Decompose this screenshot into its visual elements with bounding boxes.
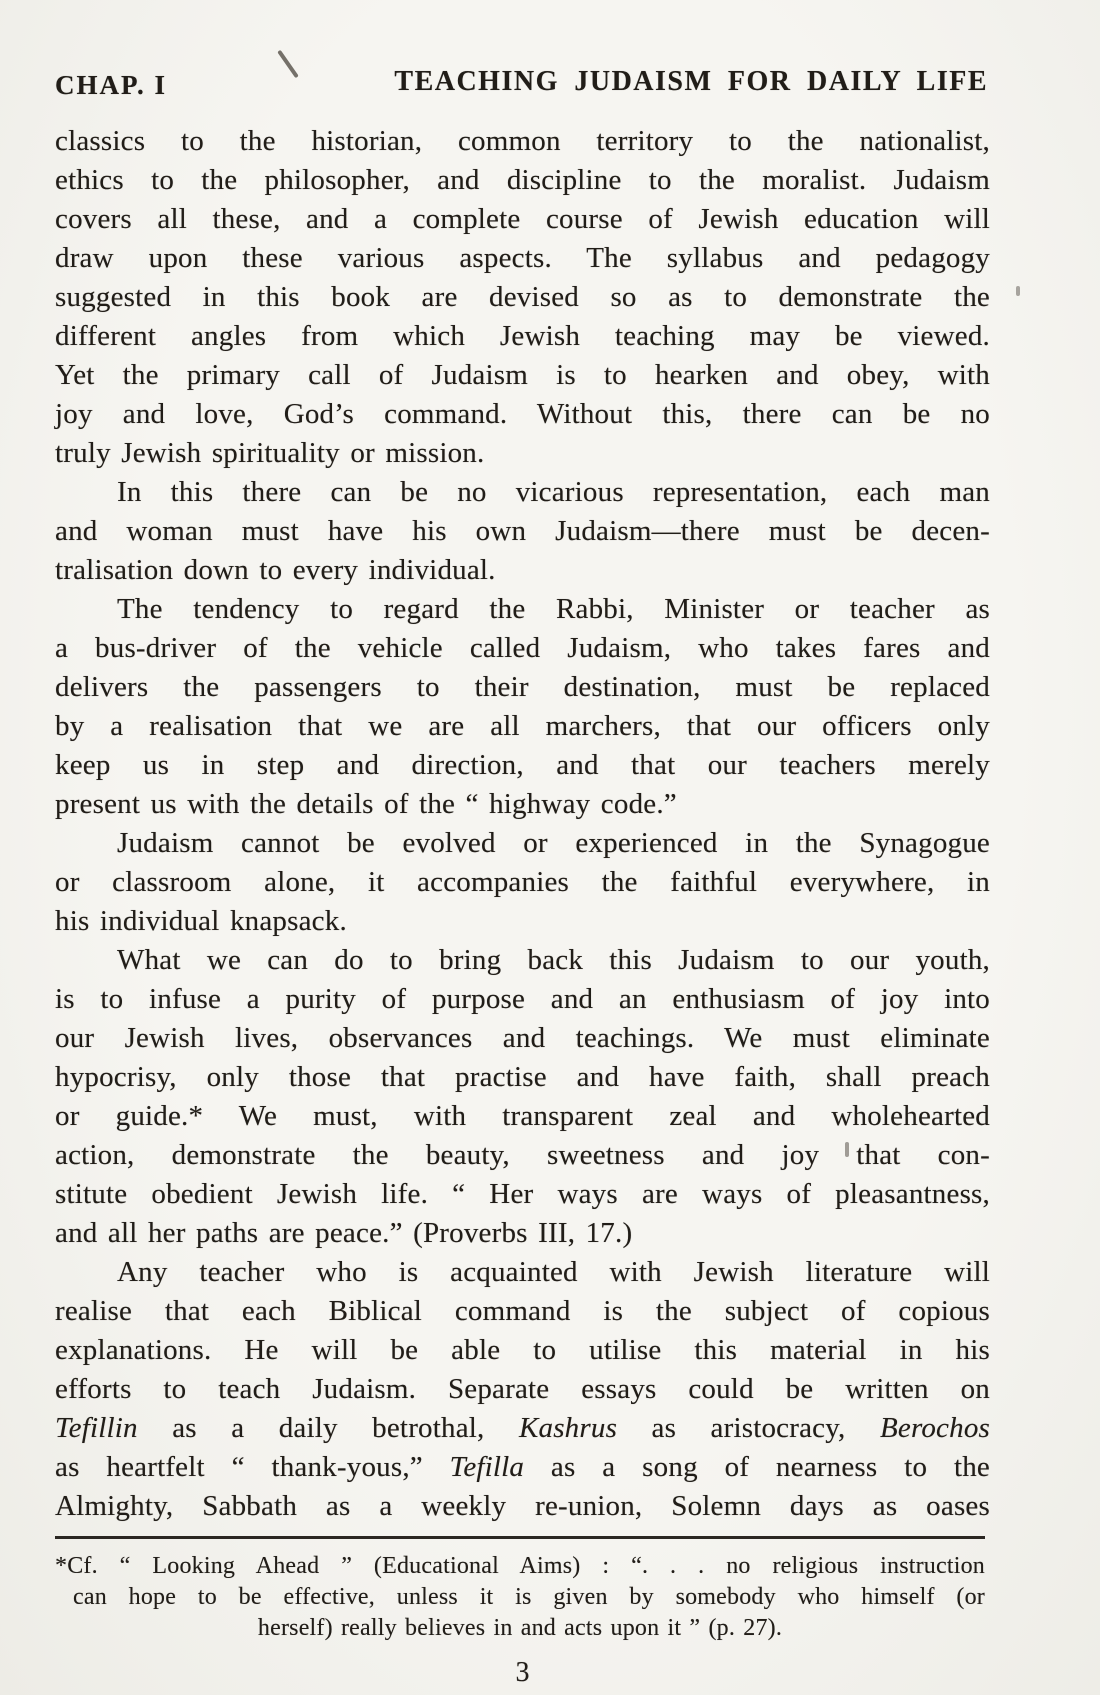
text-line bbox=[55, 161, 990, 200]
text-segment: our Jewish lives, observances and teachings. We must eliminate bbox=[55, 1022, 990, 1054]
text-segment: a bus-driver of the vehicle called Judaism, who takes fares and bbox=[55, 632, 990, 664]
text-segment: present us with the details of the “ highway code.” bbox=[55, 788, 677, 820]
text-line bbox=[55, 902, 990, 941]
text-segment: as a song of nearness to the bbox=[524, 1451, 990, 1483]
text-line bbox=[55, 941, 990, 980]
text-line bbox=[55, 785, 990, 824]
text-segment: stitute obedient Jewish life. “ Her ways are ways of pleasantness, bbox=[55, 1178, 990, 1210]
text-line bbox=[55, 551, 990, 590]
text-line bbox=[55, 395, 990, 434]
italic-text: Kashrus bbox=[518, 1412, 618, 1444]
text-line bbox=[55, 1136, 990, 1175]
text-line bbox=[55, 1487, 990, 1526]
text-segment: and woman must have his own Judaism—there must be decen- bbox=[55, 515, 990, 547]
italic-text: Berochos bbox=[879, 1412, 991, 1444]
text-segment: Almighty, Sabbath as a weekly re-union, Solemn days as oases bbox=[55, 1490, 990, 1522]
text-segment: realise that each Biblical command is the subject of copious bbox=[55, 1295, 990, 1327]
text-segment: hypocrisy, only those that practise and have faith, shall preach bbox=[55, 1061, 990, 1093]
text-segment: *Cf. “ Looking Ahead ” (Educational Aims) : “. . . no religious instruction bbox=[55, 1553, 985, 1579]
text-segment: action, demonstrate the beauty, sweetness and joy that con- bbox=[55, 1139, 990, 1171]
text-segment: truly Jewish spirituality or mission. bbox=[55, 437, 485, 469]
text-segment: tralisation down to every individual. bbox=[55, 554, 496, 586]
body-text bbox=[55, 122, 990, 1526]
text-segment: herself) really believes in and acts upon it ” (p. 27). bbox=[257, 1615, 783, 1641]
text-segment: delivers the passengers to their destination, must be replaced bbox=[55, 671, 990, 703]
text-segment: efforts to teach Judaism. Separate essays could be written on bbox=[55, 1373, 990, 1405]
text-line bbox=[55, 824, 990, 863]
text-line bbox=[55, 746, 990, 785]
text-line bbox=[55, 1019, 990, 1058]
text-line bbox=[55, 278, 990, 317]
text-line bbox=[55, 1058, 990, 1097]
text-line bbox=[55, 668, 990, 707]
text-segment: different angles from which Jewish teaching may be viewed. bbox=[55, 320, 990, 352]
running-title: TEACHING JUDAISM FOR DAILY LIFE bbox=[394, 66, 988, 97]
text-line bbox=[55, 1214, 990, 1253]
text-line bbox=[55, 1331, 990, 1370]
text-segment: covers all these, and a complete course of Jewish education will bbox=[55, 203, 990, 235]
text-segment: Any teacher who is acquainted with Jewish literature will bbox=[117, 1256, 990, 1288]
text-line bbox=[55, 473, 990, 512]
text-segment: by a realisation that we are all marchers, that our officers only bbox=[55, 710, 990, 742]
chapter-label: CHAP. I bbox=[55, 70, 168, 100]
text-segment: as aristocracy, bbox=[617, 1412, 880, 1444]
scan-speck bbox=[1016, 286, 1020, 296]
text-segment: joy and love, God’s command. Without this, there can be no bbox=[55, 398, 990, 430]
text-segment: Judaism cannot be evolved or experienced in the Synagogue bbox=[117, 827, 990, 859]
italic-text: Tefilla bbox=[449, 1451, 525, 1483]
text-segment: What we can do to bring back this Judaism to our youth, bbox=[117, 944, 990, 976]
page-header bbox=[55, 64, 990, 100]
text-line bbox=[55, 200, 990, 239]
text-line bbox=[55, 1613, 985, 1644]
text-segment: In this there can be no vicarious representation, each man bbox=[117, 476, 990, 508]
text-line bbox=[55, 512, 990, 551]
text-line bbox=[55, 356, 990, 395]
text-segment: as heartfelt “ thank-yous,” bbox=[55, 1451, 450, 1483]
text-line bbox=[55, 629, 990, 668]
text-line bbox=[55, 317, 990, 356]
text-line bbox=[55, 122, 990, 161]
text-segment: is to infuse a purity of purpose and an enthusiasm of joy into bbox=[55, 983, 990, 1015]
text-segment: keep us in step and direction, and that our teachers merely bbox=[55, 749, 990, 781]
text-segment: Yet the primary call of Judaism is to hearken and obey, with bbox=[55, 359, 990, 391]
text-line bbox=[55, 863, 990, 902]
text-line bbox=[55, 1292, 990, 1331]
page-number: 3 bbox=[515, 1657, 530, 1688]
text-segment: classics to the historian, common territory to the nationalist, bbox=[55, 125, 990, 157]
text-segment: his individual knapsack. bbox=[55, 905, 347, 937]
text-segment: or classroom alone, it accompanies the faithful everywhere, in bbox=[55, 866, 990, 898]
text-segment: as a daily betrothal, bbox=[137, 1412, 519, 1444]
italic-text: Tefillin bbox=[55, 1412, 138, 1444]
footnote bbox=[55, 1536, 985, 1644]
text-segment: The tendency to regard the Rabbi, Minister or teacher as bbox=[117, 593, 990, 625]
text-line bbox=[55, 239, 990, 278]
text-segment: can hope to be effective, unless it is given by somebody who himself (or bbox=[73, 1584, 985, 1610]
text-segment: and all her paths are peace.” (Proverbs III, 17.) bbox=[55, 1217, 633, 1249]
text-segment: suggested in this book are devised so as to demonstrate the bbox=[55, 281, 990, 313]
text-line bbox=[55, 1448, 990, 1487]
text-line bbox=[55, 1253, 990, 1292]
text-line bbox=[55, 590, 990, 629]
text-segment: draw upon these various aspects. The syllabus and pedagogy bbox=[55, 242, 990, 274]
text-segment: explanations. He will be able to utilise this material in his bbox=[55, 1334, 990, 1366]
text-line bbox=[55, 1409, 990, 1448]
text-line bbox=[55, 1370, 990, 1409]
text-line bbox=[55, 434, 990, 473]
text-line bbox=[55, 1551, 985, 1582]
text-line bbox=[55, 1175, 990, 1214]
text-line bbox=[55, 707, 990, 746]
text-line bbox=[55, 980, 990, 1019]
text-segment: or guide.* We must, with transparent zeal and wholehearted bbox=[55, 1100, 990, 1132]
text-line bbox=[55, 1097, 990, 1136]
text-line bbox=[55, 1582, 985, 1613]
text-segment: ethics to the philosopher, and discipline to the moralist. Judaism bbox=[55, 164, 990, 196]
